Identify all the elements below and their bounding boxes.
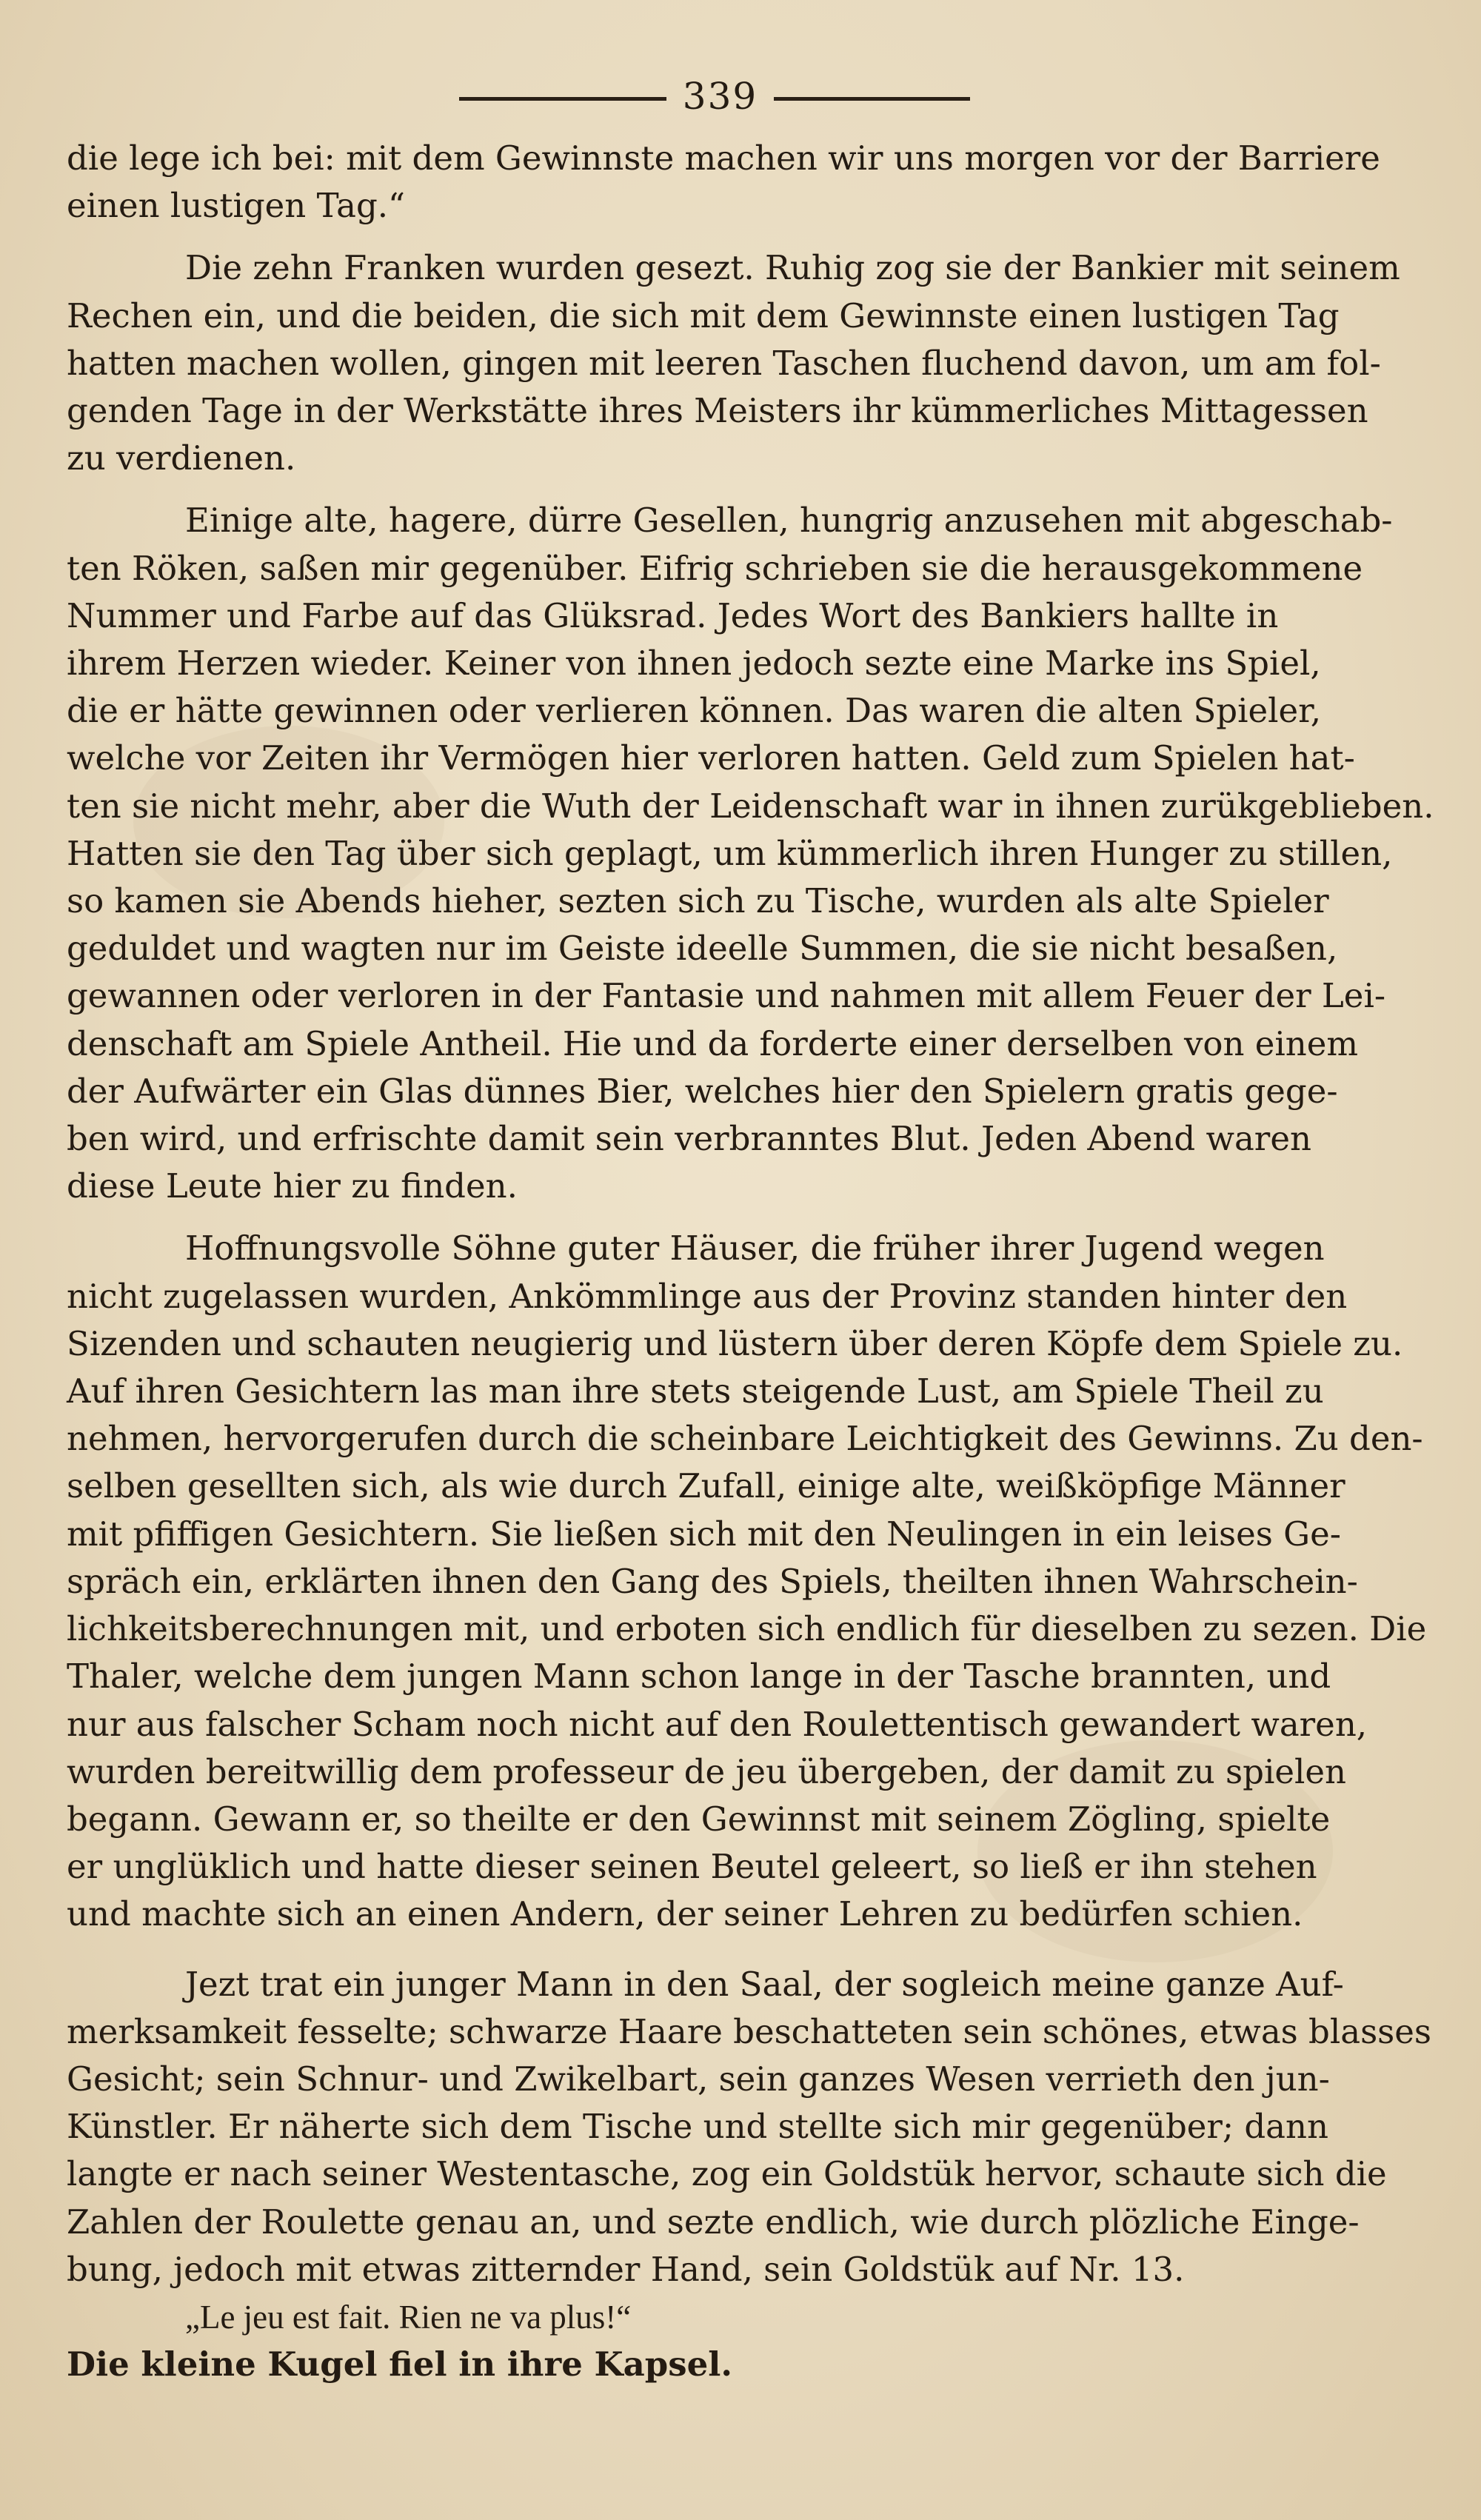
text-line: Die kleine Kugel fiel in ihre Kapsel. xyxy=(67,2344,732,2384)
text-line: einen lustigen Tag.“ xyxy=(67,186,406,226)
text-line: Jezt trat ein junger Mann in den Saal, der sogleich meine ganze Auf- xyxy=(185,1964,1344,2004)
text-line: diese Leute hier zu finden. xyxy=(67,1166,518,1206)
text-line: Auf ihren Gesichtern las man ihre stets steigende Lust, am Spiele Theil zu xyxy=(67,1371,1324,1411)
body-text xyxy=(67,135,1434,2388)
paragraph xyxy=(67,244,1407,482)
text-line: Einige alte, hagere, dürre Gesellen, hungrig anzusehen mit abgeschab- xyxy=(185,501,1393,541)
text-line: Gesicht; sein Schnur- und Zwikelbart, sein ganzes Wesen verrieth den jun- xyxy=(67,2059,1330,2099)
page-number: 339 xyxy=(682,75,758,118)
text-line: und machte sich an einen Andern, der seiner Lehren zu bedürfen schien. xyxy=(67,1894,1303,1934)
text-line: Hoffnungsvolle Söhne guter Häuser, die früher ihrer Jugend wegen xyxy=(185,1229,1325,1269)
text-line: bung, jedoch mit etwas zitternder Hand, sein Goldstük auf Nr. 13. xyxy=(67,2249,1185,2289)
text-line: ben wird, und erfrischte damit sein verbranntes Blut. Jeden Abend waren xyxy=(67,1119,1311,1159)
text-line: welche vor Zeiten ihr Vermögen hier verloren hatten. Geld zum Spielen hat- xyxy=(67,738,1355,778)
text-line: Thaler, welche dem jungen Mann schon lange in der Tasche brannten, und xyxy=(67,1657,1331,1697)
text-line: Hatten sie den Tag über sich geplagt, um kümmerlich ihren Hunger zu stillen, xyxy=(67,833,1393,873)
header-rule-right xyxy=(774,97,970,101)
text-line: selben gesellten sich, als wie durch Zufall, einige alte, weißköpfige Männer xyxy=(67,1466,1345,1506)
text-line: er unglüklich und hatte dieser seinen Beutel geleert, so ließ er ihn stehen xyxy=(67,1847,1317,1887)
text-line: nehmen, hervorgerufen durch die scheinbare Leichtigkeit des Gewinns. Zu den- xyxy=(67,1419,1423,1459)
text-line: Sizenden und schauten neugierig und lüstern über deren Köpfe dem Spiele zu. xyxy=(67,1323,1403,1363)
text-line: ten sie nicht mehr, aber die Wuth der Leidenschaft war in ihnen zurükgeblieben. xyxy=(67,786,1434,826)
dialogue-line xyxy=(67,2293,1407,2341)
paragraph xyxy=(67,497,1434,1210)
text-line: spräch ein, erklärten ihnen den Gang des Spiels, theilten ihnen Wahrschein- xyxy=(67,1561,1358,1601)
text-line: geduldet und wagten nur im Geiste ideelle Summen, die sie nicht besaßen, xyxy=(67,929,1338,969)
text-line: mit pfiffigen Gesichtern. Sie ließen sich mit den Neulingen in ein leises Ge- xyxy=(67,1514,1341,1554)
text-line: begann. Gewann er, so theilte er den Gewinnst mit seinem Zögling, spielte xyxy=(67,1799,1331,1839)
text-line: nur aus falscher Scham noch nicht auf den Roulettentisch gewandert waren, xyxy=(67,1704,1368,1744)
text-line: lichkeitsberechnungen mit, und erboten sich endlich für dieselben zu sezen. Die xyxy=(67,1609,1427,1649)
text-line: Nummer und Farbe auf das Glüksrad. Jedes Wort des Bankiers hallte in xyxy=(67,595,1279,635)
paragraph xyxy=(67,1961,1431,2293)
text-line: Künstler. Er näherte sich dem Tische und stellte sich mir gegenüber; dann xyxy=(67,2107,1328,2147)
text-line: nicht zugelassen wurden, Ankömmlinge aus der Provinz standen hinter den xyxy=(67,1276,1348,1316)
text-line: wurden bereitwillig dem professeur de jeu übergeben, der damit zu spielen xyxy=(67,1751,1346,1791)
text-line: genden Tage in der Werkstätte ihres Meisters ihr kümmerliches Mittagessen xyxy=(67,391,1368,431)
text-line: gewannen oder verloren in der Fantasie und nahmen mit allem Feuer der Lei- xyxy=(67,976,1386,1016)
header-rule-left xyxy=(459,97,666,101)
text-line: Rechen ein, und die beiden, die sich mit dem Gewinnste einen lustigen Tag xyxy=(67,295,1340,335)
page-header xyxy=(0,74,1481,118)
text-line: merksamkeit fesselte; schwarze Haare beschatteten sein schönes, etwas blasses xyxy=(67,2011,1431,2051)
text-line: Die zehn Franken wurden gesezt. Ruhig zog sie der Bankier mit seinem xyxy=(185,248,1400,288)
text-line: langte er nach seiner Westentasche, zog ein Goldstük hervor, schaute sich die xyxy=(67,2154,1387,2194)
text-line: hatten machen wollen, gingen mit leeren Taschen fluchend davon, um am fol- xyxy=(67,343,1381,383)
text-line: ten Röken, saßen mir gegenüber. Eifrig schrieben sie die herausgekommene xyxy=(67,548,1363,588)
text-line: ihrem Herzen wieder. Keiner von ihnen jedoch sezte eine Marke ins Spiel, xyxy=(67,644,1321,684)
text-line: die lege ich bei: mit dem Gewinnste machen wir uns morgen vor der Barriere xyxy=(67,138,1380,178)
paragraph xyxy=(67,1225,1427,1938)
text-line: die er hätte gewinnen oder verlieren können. Das waren die alten Spieler, xyxy=(67,691,1322,731)
text-line: Zahlen der Roulette genau an, und sezte endlich, wie durch plözliche Einge- xyxy=(67,2202,1360,2242)
text-line: zu verdienen. xyxy=(67,438,296,478)
closing-line xyxy=(67,2341,1407,2388)
text-line: so kamen sie Abends hieher, sezten sich zu Tische, wurden als alte Spieler xyxy=(67,881,1329,921)
text-line: der Aufwärter ein Glas dünnes Bier, welches hier den Spielern gratis gege- xyxy=(67,1071,1338,1111)
paragraph-continuation xyxy=(67,135,1407,230)
text-line: denschaft am Spiele Antheil. Hie und da forderte einer derselben von einem xyxy=(67,1023,1359,1063)
text-line: „Le jeu est fait. Rien ne va plus!“ xyxy=(185,2298,632,2336)
